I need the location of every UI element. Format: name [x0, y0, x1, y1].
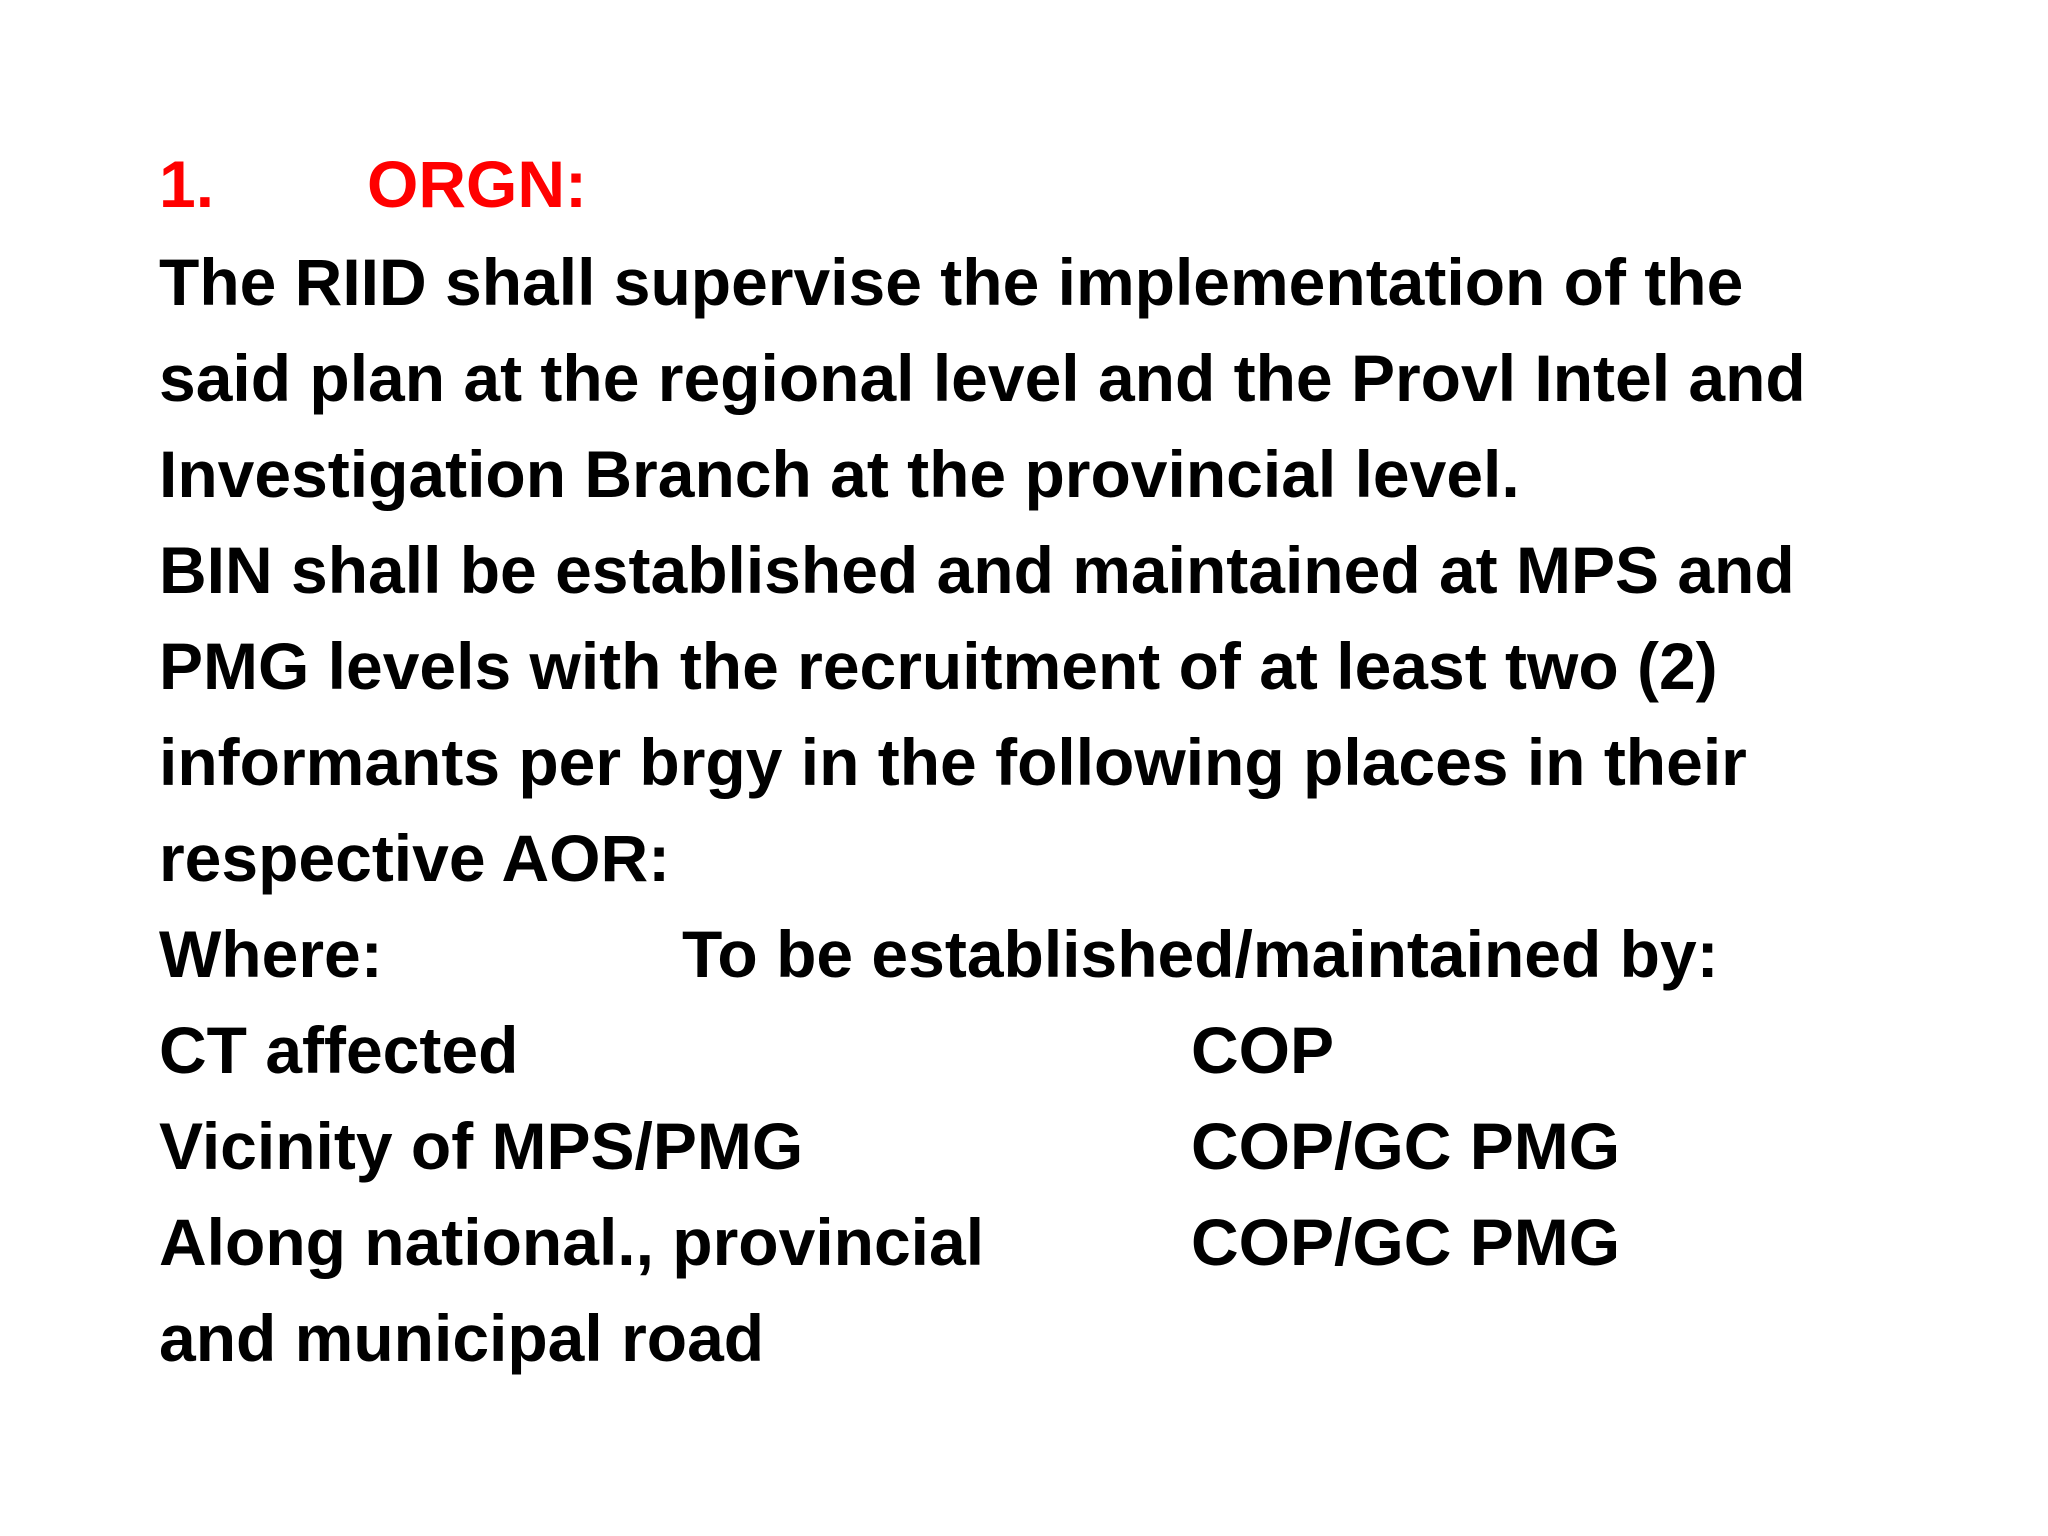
paragraph-1-line-3: Investigation Branch at the provincial level. [159, 437, 1520, 511]
paragraph-2-line-3: informants per brgy in the following places in their [159, 725, 1747, 799]
section-title: ORGN: [367, 147, 587, 221]
paragraph-2-line-2: PMG levels with the recruitment of at least two (2) [159, 629, 1718, 703]
table-row-3-by: COP/GC PMG [1191, 1205, 1621, 1279]
table-row-2-where: Vicinity of MPS/PMG [159, 1109, 804, 1183]
table-row-1-by: COP [1191, 1013, 1335, 1087]
table-row-3-where: Along national., provincial [159, 1205, 985, 1279]
paragraph-2-line-4: respective AOR: [159, 821, 671, 895]
table-header-by: To be established/maintained by: [682, 917, 1719, 991]
table-row-2-by: COP/GC PMG [1191, 1109, 1621, 1183]
paragraph-1-line-1: The RIID shall supervise the implementation of the [159, 245, 1744, 319]
table-row-4-where: and municipal road [159, 1301, 765, 1375]
table-row-1-where: CT affected [159, 1013, 519, 1087]
section-heading [159, 136, 587, 232]
paragraph-1-line-2: said plan at the regional level and the Provl Intel and [159, 341, 1806, 415]
table-header-where: Where: [159, 917, 383, 991]
section-number: 1. [159, 147, 215, 221]
paragraph-2-line-1: BIN shall be established and maintained at MPS and [159, 533, 1795, 607]
